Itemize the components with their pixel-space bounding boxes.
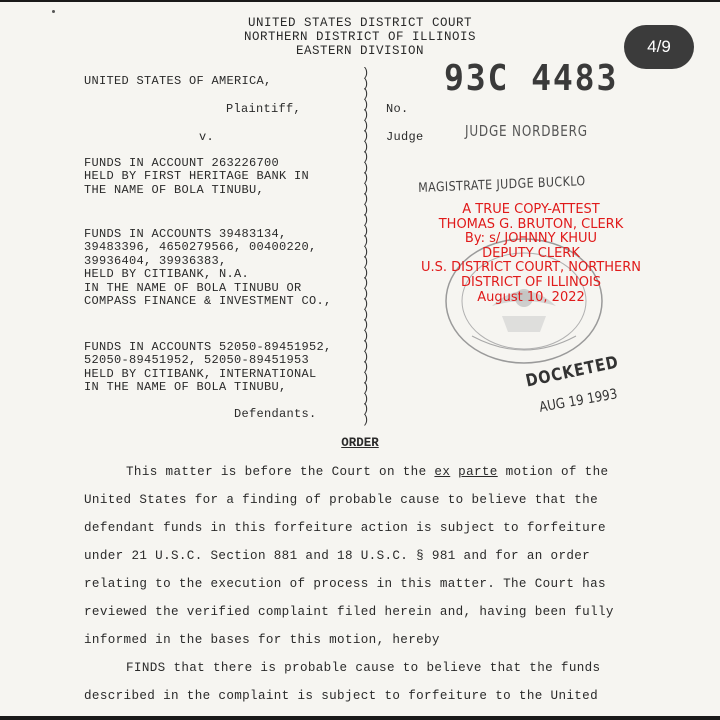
order-p1-line-3: defendant funds in this forfeiture action is subject to forfeiture <box>84 521 606 535</box>
order-text: This matter is before the Court on the <box>126 465 435 479</box>
def1-line: HELD BY FIRST HERITAGE BANK IN <box>84 169 310 184</box>
order-p1-line-6: reviewed the verified complaint filed herein and, having been fully <box>84 605 614 619</box>
attest-stamp <box>400 203 662 305</box>
def2-line: IN THE NAME OF BOLA TINUBU OR <box>84 280 302 295</box>
attest-line: DEPUTY CLERK <box>482 245 580 261</box>
bottom-border <box>0 716 720 720</box>
court-line-1: UNITED STATES DISTRICT COURT <box>247 16 473 30</box>
def2-line: COMPASS FINANCE & INVESTMENT CO., <box>84 294 332 309</box>
defendant-block-1 <box>84 157 309 197</box>
order-title <box>0 436 720 450</box>
attest-line: A TRUE COPY-ATTEST <box>462 202 600 217</box>
def3-line: 52050-89451952, 52050-89451953 <box>84 353 310 368</box>
def1-line: THE NAME OF BOLA TINUBU, <box>84 182 265 197</box>
attest-line: DISTRICT OF ILLINOIS <box>460 274 602 290</box>
order-p2-line-2: described in the complaint is subject to forfeiture to the United <box>84 689 598 703</box>
judge-label: Judge <box>386 130 424 144</box>
def3-line: HELD BY CITIBANK, INTERNATIONAL <box>84 366 317 381</box>
def3-line: IN THE NAME OF BOLA TINUBU, <box>84 380 287 395</box>
court-heading <box>0 16 720 58</box>
ex-word: ex <box>434 465 451 479</box>
order-p1-line-7: informed in the bases for this motion, hereby <box>84 633 440 647</box>
magistrate-stamp: MAGISTRATE JUDGE BUCKLO <box>418 174 586 196</box>
plaintiff-name: UNITED STATES OF AMERICA, <box>84 74 272 88</box>
court-line-3: EASTERN DIVISION <box>295 44 425 58</box>
plaintiff-role: Plaintiff, <box>226 102 302 116</box>
speck <box>52 10 55 13</box>
attest-line: By: s/ JOHNNY KHUU <box>464 231 598 247</box>
judge-name-stamp: JUDGE NORDBERG <box>465 122 588 140</box>
def2-line: FUNDS IN ACCOUNTS 39483134, <box>84 227 287 241</box>
def3-line: FUNDS IN ACCOUNTS 52050-89451952, <box>84 340 332 354</box>
docketed-date-stamp: AUG 19 1993 <box>538 386 619 416</box>
versus-label: v. <box>199 130 215 144</box>
caption-brackets: ) ) ) ) ) ) ) ) ) ) ) ) ) ) ) ) ) ) ) ) ) ) ) ) ) ) ) ) ) ) ) ) ) ) <box>362 66 370 427</box>
defendant-block-2 <box>84 228 332 308</box>
case-no-label: No. <box>386 102 409 116</box>
def2-line: 39936404, 39936383, <box>84 253 227 268</box>
defendant-block-3 <box>84 341 332 395</box>
page-indicator[interactable]: 4/9 <box>624 25 694 69</box>
order-p1-line-5: relating to the execution of process in this matter. The Court has <box>84 577 606 591</box>
def2-line: HELD BY CITIBANK, N.A. <box>84 267 250 282</box>
order-p1-line-2: United States for a finding of probable cause to believe that the <box>84 493 598 507</box>
def2-line: 39483396, 4650279566, 00400220, <box>84 240 317 255</box>
top-border <box>0 0 720 2</box>
def1-line: FUNDS IN ACCOUNT 263226700 <box>84 156 280 170</box>
order-text: motion of the <box>497 465 609 479</box>
order-title-text: ORDER <box>341 436 379 450</box>
parte-word: parte <box>458 465 498 479</box>
order-p2-line-1: FINDS that there is probable cause to believe that the funds <box>126 661 601 675</box>
case-number-stamp: 93C 4483 <box>444 58 619 99</box>
defendants-role: Defendants. <box>234 407 317 421</box>
docketed-stamp: DOCKETED <box>524 352 621 392</box>
attest-line: THOMAS G. BRUTON, CLERK <box>438 216 624 232</box>
order-p1-line-4: under 21 U.S.C. Section 881 and 18 U.S.C. § 981 and for an order <box>84 549 591 563</box>
attest-line: U.S. DISTRICT COURT, NORTHERN <box>420 260 642 276</box>
court-line-2: NORTHERN DISTRICT OF ILLINOIS <box>243 30 477 44</box>
attest-line: August 10, 2022 <box>477 289 585 305</box>
order-p1-line-1 <box>126 465 682 479</box>
